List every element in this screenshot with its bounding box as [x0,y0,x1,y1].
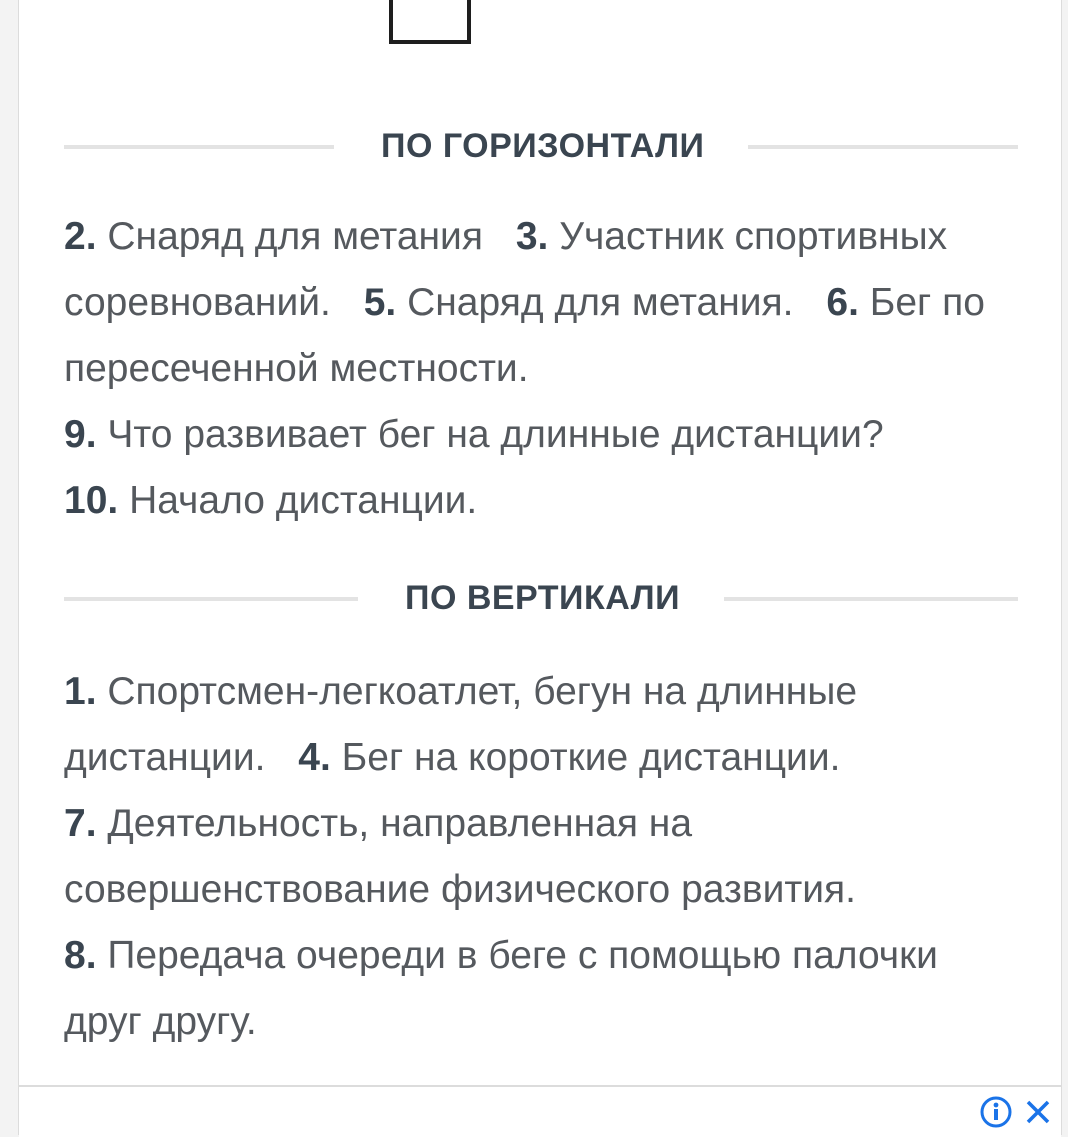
down-clues [64,659,1024,1055]
clue-number: 3 [515,215,538,258]
clue-number: 1 [64,670,86,713]
clue-item: 4. Бег на короткие дистанции. [298,736,841,779]
clue-number: 8 [64,934,86,977]
divider-line [748,145,1018,149]
crossword-card [18,0,1062,1135]
clue-number: 7 [64,802,86,845]
clue-text: Бег на короткие дистанции. [341,736,841,779]
clue-number: 5 [363,281,386,324]
clue-item: 6. Бег по пересеченной местности. [64,281,985,390]
clue-item: 10. Начало дистанции. [64,479,478,522]
clue-item: 1. Спортсмен-легкоатлет, бегун на длинные дистанции. [64,670,858,779]
clue-item: 7. Деятельность, направленная на совершенствование физического развития. [64,802,857,911]
clue-text: Снаряд для метания. [407,281,794,324]
clue-number: 9 [64,413,86,456]
clue-item: 2. Снаряд для метания [64,215,483,258]
clue-text: Что развивает бег на длинные дистанции? [107,413,884,456]
info-icon[interactable] [979,1095,1013,1129]
clue-text: Спортсмен-легкоатлет, бегун на длинные дистанции. [64,670,858,779]
divider-line [724,597,1018,601]
ad-banner [19,1085,1061,1137]
crossword-grid-cell [389,0,471,44]
clue-text: Участник спортивных соревнований. [64,215,948,324]
clue-number: 10 [64,479,108,522]
across-section-title: ПО ГОРИЗОНТАЛИ [381,127,705,165]
clue-item: 9. Что развивает бег на длинные дистанции? [64,413,884,456]
clue-text: Снаряд для метания [107,215,483,258]
clue-text: Деятельность, направленная на совершенствование физического развития. [64,802,857,911]
down-section-header [64,578,1018,618]
clue-item: 3. Участник спортивных соревнований. [64,215,948,324]
clue-number: 4 [298,736,320,779]
clue-item: 8. Передача очереди в беге с помощью палочки друг другу. [64,934,938,1043]
divider-line [64,145,334,149]
down-section-title: ПО ВЕРТИКАЛИ [405,579,681,617]
close-icon[interactable] [1023,1097,1053,1127]
across-clues [64,204,1024,534]
clue-item: 5. Снаряд для метания. [363,281,794,324]
clue-text: Передача очереди в беге с помощью палочки друг другу. [64,934,938,1043]
ad-controls [979,1095,1053,1129]
across-section-header [64,126,1018,166]
clue-text: Начало дистанции. [129,479,478,522]
clue-number: 2 [64,215,86,258]
divider-line [64,597,358,601]
clue-text: Бег по пересеченной местности. [64,281,985,390]
clue-number: 6 [826,281,849,324]
